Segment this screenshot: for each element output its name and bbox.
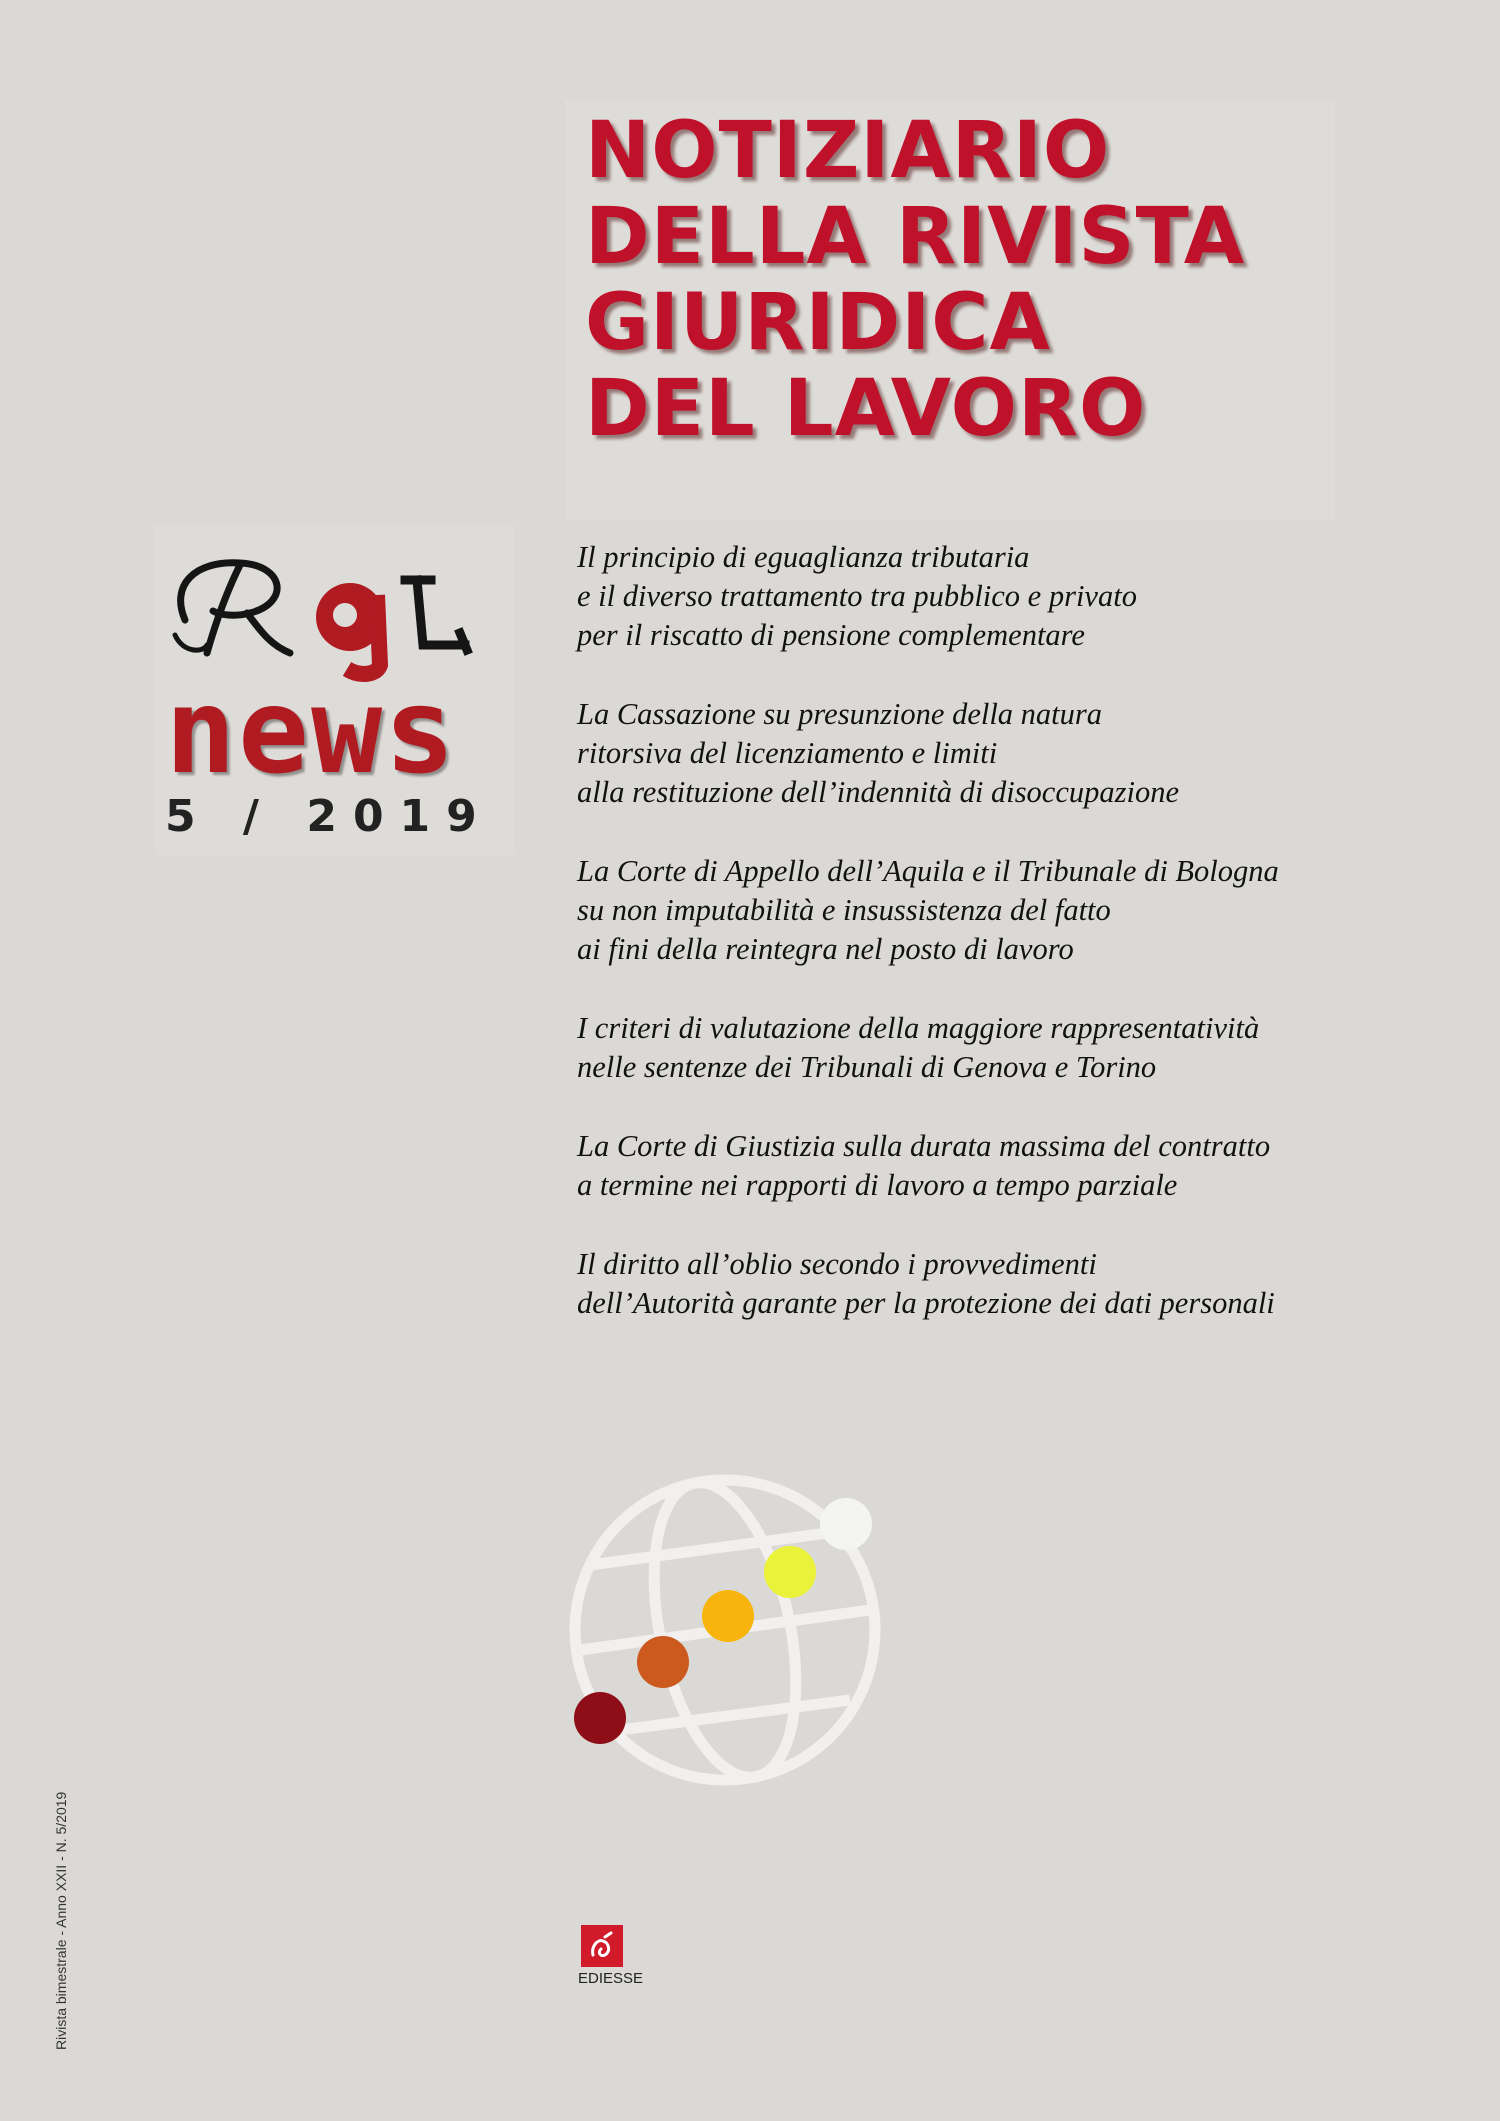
article-1-line-3: per il riscatto di pensione complementare (577, 618, 1085, 652)
article-6-line-2: dell’Autorità garante per la protezione dei dati personali (577, 1286, 1275, 1320)
spine-text: Rivista bimestrale - Anno XXII - N. 5/2019 (53, 1791, 69, 2050)
article-4-line-1: I criteri di valutazione della maggiore rappresentatività (577, 1011, 1260, 1045)
article-3-line-2: su non imputabilità e insussistenza del fatto (577, 893, 1111, 927)
article-2-line-3: alla restituzione dell’indennità di disoccupazione (577, 775, 1180, 809)
news-wordmark: news (165, 662, 458, 800)
article-6-line-1: Il diritto all’oblio secondo i provvedimenti (577, 1247, 1097, 1281)
article-1 (577, 538, 1457, 655)
article-5-line-2: a termine nei rapporti di lavoro a tempo parziale (577, 1168, 1178, 1202)
rgl-logo (155, 525, 515, 685)
masthead-line-2: DELLA RIVISTA (585, 192, 1246, 282)
article-5-line-1: La Corte di Giustizia sulla durata massima del contratto (577, 1129, 1271, 1163)
article-4 (577, 1009, 1457, 1087)
article-6 (577, 1245, 1457, 1323)
globe-illustration (550, 1460, 890, 1790)
rgl-logo-text: RgL (155, 525, 157, 526)
article-3-line-1: La Corte di Appello dell’Aquila e il Tribunale di Bologna (577, 854, 1279, 888)
publisher-logo (578, 1925, 644, 1987)
article-5 (577, 1127, 1457, 1205)
article-2 (577, 695, 1457, 812)
globe-latitude-bottom (620, 1700, 850, 1730)
globe-dot-2 (637, 1636, 689, 1688)
publisher-name: EDIESSE (578, 1970, 644, 1987)
globe-dot-1 (574, 1692, 626, 1744)
masthead-line-3: GIURIDICA (585, 278, 1051, 368)
article-1-line-1: Il principio di eguaglianza tributaria (577, 540, 1030, 574)
publisher-emblem-icon (581, 1925, 623, 1967)
article-4-line-2: nelle sentenze dei Tribunali di Genova e Torino (577, 1050, 1157, 1084)
article-3 (577, 852, 1457, 969)
masthead-line-1: NOTIZIARIO (585, 106, 1111, 196)
globe-dot-4 (764, 1546, 816, 1598)
issue-number: 5 / 2019 (165, 791, 493, 842)
masthead-line-4: DEL LAVORO (585, 364, 1147, 454)
article-2-line-2: ritorsiva del licenziamento e limiti (577, 736, 998, 770)
table-of-contents (577, 538, 1457, 1363)
globe-dot-5 (820, 1498, 872, 1550)
article-2-line-1: La Cassazione su presunzione della natura (577, 697, 1103, 731)
globe-dot-3 (702, 1590, 754, 1642)
article-1-line-2: e il diverso trattamento tra pubblico e privato (577, 579, 1137, 613)
article-3-line-3: ai fini della reintegra nel posto di lavoro (577, 932, 1074, 966)
